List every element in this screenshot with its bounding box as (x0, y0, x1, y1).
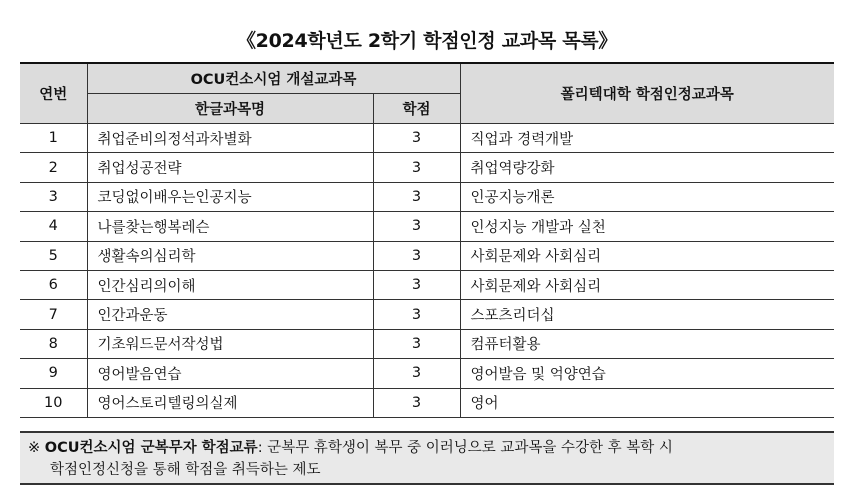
course-name-cell: 취업준비의정석과차별화 (87, 124, 373, 153)
note-mark: ※ (28, 440, 41, 456)
page-title: 《2024학년도 2학기 학점인정 교과목 목록》 (236, 30, 618, 52)
course-name-cell: 코딩없이배우는인공지능 (87, 182, 373, 211)
credits-cell: 3 (373, 270, 460, 299)
row-number: 6 (20, 270, 87, 299)
credits-cell: 3 (373, 124, 460, 153)
course-table (20, 62, 834, 418)
table-row (20, 388, 834, 417)
row-number: 3 (20, 182, 87, 211)
row-number: 8 (20, 329, 87, 358)
table-row (20, 329, 834, 358)
row-number: 1 (20, 124, 87, 153)
row-number: 10 (20, 388, 87, 417)
note-line2: 학점인정신청을 통해 학점을 취득하는 제도 (50, 462, 321, 478)
header-no: 연번 (20, 63, 87, 124)
poly-course-cell: 인성지능 개발과 실천 (460, 212, 834, 241)
course-name-cell: 영어발음연습 (87, 359, 373, 388)
header-course-name: 한글과목명 (87, 94, 373, 124)
credits-cell: 3 (373, 182, 460, 211)
footnote (20, 431, 834, 485)
course-name-cell: 취업성공전략 (87, 153, 373, 182)
poly-course-cell: 인공지능개론 (460, 182, 834, 211)
table-row (20, 182, 834, 211)
row-number: 7 (20, 300, 87, 329)
course-name-cell: 기초워드문서작성법 (87, 329, 373, 358)
credits-cell: 3 (373, 300, 460, 329)
row-number: 2 (20, 153, 87, 182)
table-row (20, 359, 834, 388)
table-body (20, 124, 834, 418)
header-credits: 학점 (373, 94, 460, 124)
note-bold: OCU컨소시엄 군복무자 학점교류 (44, 440, 258, 456)
table-row (20, 212, 834, 241)
table-row (20, 270, 834, 299)
poly-course-cell: 사회문제와 사회심리 (460, 270, 834, 299)
header-poly: 폴리텍대학 학점인정교과목 (460, 63, 834, 124)
course-name-cell: 나를찾는행복레슨 (87, 212, 373, 241)
poly-course-cell: 영어발음 및 억양연습 (460, 359, 834, 388)
credits-cell: 3 (373, 241, 460, 270)
credits-cell: 3 (373, 388, 460, 417)
credits-cell: 3 (373, 329, 460, 358)
credits-cell: 3 (373, 359, 460, 388)
table-header-row (20, 63, 834, 94)
note-line1: : 군복무 휴학생이 복무 중 이러닝으로 교과목을 수강한 후 복학 시 (257, 440, 673, 456)
credits-cell: 3 (373, 153, 460, 182)
poly-course-cell: 스포츠리더십 (460, 300, 834, 329)
credits-cell: 3 (373, 212, 460, 241)
poly-course-cell: 취업역량강화 (460, 153, 834, 182)
course-name-cell: 인간심리의이해 (87, 270, 373, 299)
table-row (20, 124, 834, 153)
poly-course-cell: 컴퓨터활용 (460, 329, 834, 358)
row-number: 5 (20, 241, 87, 270)
table-row (20, 153, 834, 182)
course-name-cell: 영어스토리텔링의실제 (87, 388, 373, 417)
poly-course-cell: 직업과 경력개발 (460, 124, 834, 153)
poly-course-cell: 사회문제와 사회심리 (460, 241, 834, 270)
header-ocu-group: OCU컨소시엄 개설교과목 (87, 63, 460, 94)
row-number: 4 (20, 212, 87, 241)
course-name-cell: 인간과운동 (87, 300, 373, 329)
table-row (20, 241, 834, 270)
poly-course-cell: 영어 (460, 388, 834, 417)
row-number: 9 (20, 359, 87, 388)
table-row (20, 300, 834, 329)
course-name-cell: 생활속의심리학 (87, 241, 373, 270)
